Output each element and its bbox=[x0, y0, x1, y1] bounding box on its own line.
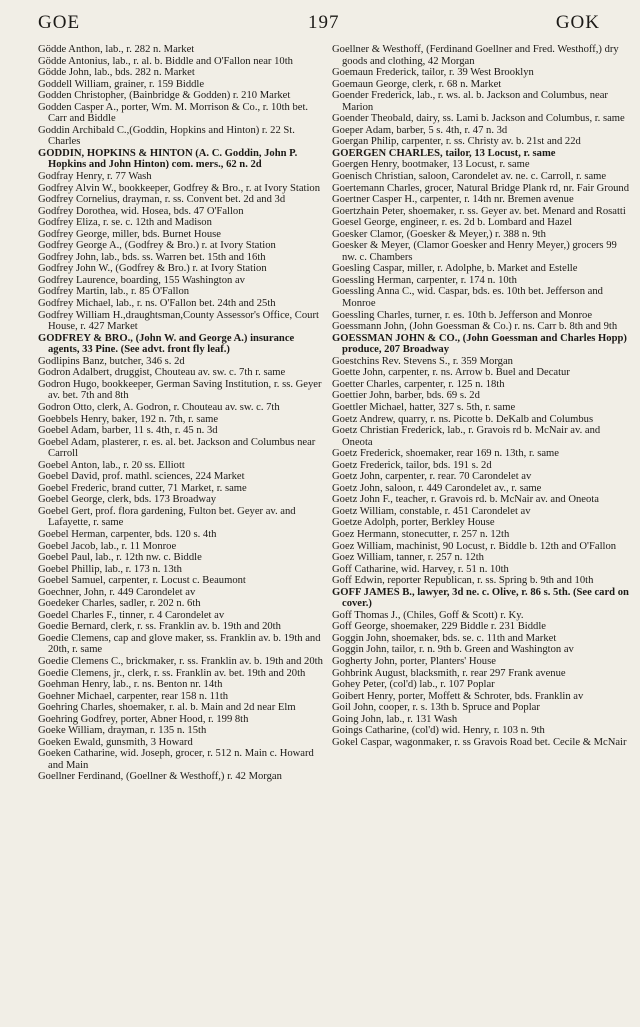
directory-entry: Goenisch Christian, saloon, Carondelet av. ne. c. Carroll, r. same bbox=[332, 171, 607, 183]
directory-entry: Gödde John, lab., bds. 282 n. Market bbox=[38, 67, 195, 79]
directory-entry: Godfrey Cornelius, drayman, r. ss. Convent bet. 2d and 3d bbox=[38, 194, 286, 206]
directory-entry: Goemaun Frederick, tailor, r. 39 West Brooklyn bbox=[332, 67, 534, 79]
directory-entry: Goggin John, shoemaker, bds. se. c. 11th and Market bbox=[332, 632, 557, 644]
directory-entry: Godfray Henry, r. 77 Wash bbox=[38, 171, 152, 183]
directory-entry: Gogherty John, porter, Planters' House bbox=[332, 655, 496, 667]
directory-entry: Godfrey John W., (Godfrey & Bro.) r. at Ivory Station bbox=[38, 263, 267, 275]
directory-entry: Goibert Henry, porter, Moffett & Schroter, bds. Franklin av bbox=[332, 690, 584, 702]
directory-entry: Goedel Charles F., tinner, r. 4 Carondelet av bbox=[38, 609, 225, 621]
directory-entry: Goings Catharine, (col'd) wid. Henry, r. 103 n. 9th bbox=[332, 725, 545, 737]
directory-entry: GODDIN, HOPKINS & HINTON (A. C. Goddin, John P. Hopkins and John Hinton) com. mers., 62 n. 2d bbox=[38, 147, 298, 171]
directory-entry: Goetze Adolph, porter, Berkley House bbox=[332, 517, 495, 529]
directory-entry: Goff Edwin, reporter Republican, r. ss. Spring b. 9th and 10th bbox=[332, 575, 594, 587]
directory-entry: Goggin John, tailor, r. n. 9th b. Green and Washington av bbox=[332, 644, 574, 656]
directory-entry: Goehring Charles, shoemaker, r. al. b. Main and 2d near Elm bbox=[38, 702, 296, 714]
directory-entry: Goender Frederick, lab., r. ws. al. b. Jackson and Columbus, near Marion bbox=[332, 90, 608, 113]
directory-entry: Godron Hugo, bookkeeper, German Saving Institution, r. ss. Geyer av. bet. 7th and 8th bbox=[38, 378, 322, 402]
directory-entry: Goellner & Westhoff, (Ferdinand Goellner and Fred. Westhoff,) dry goods and clothing, 42 Morgan bbox=[332, 44, 619, 67]
directory-entry: Godden Christopher, (Bainbridge & Godden) r. 210 Market bbox=[38, 90, 291, 102]
directory-entry: Goessmann John, (John Goessman & Co.) r. ns. Carr b. 8th and 9th bbox=[332, 321, 618, 333]
running-head-left: GOE bbox=[38, 12, 81, 33]
directory-entry: Goedie Bernard, clerk, r. ss. Franklin av. b. 19th and 20th bbox=[38, 621, 281, 633]
directory-entry: Goergan Philip, carpenter, r. ss. Christy av. b. 21st and 22d bbox=[332, 136, 581, 148]
directory-entry: Godfrey Alvin W., bookkeeper, Godfrey & Bro., r. at Ivory Station bbox=[38, 182, 321, 194]
directory-entry: Goedeker Charles, sadler, r. 202 n. 6th bbox=[38, 598, 201, 610]
directory-entry: Goebel Frederic, brand cutter, 71 Market, r. same bbox=[38, 482, 247, 494]
directory-entry: GOESSMAN JOHN & CO., (John Goessman and Charles Hopp) produce, 207 Broadway bbox=[332, 332, 627, 356]
directory-column-left bbox=[38, 44, 328, 783]
directory-entry: Godron Adalbert, druggist, Chouteau av. sw. c. 7th r. same bbox=[38, 367, 286, 379]
directory-entry: Goez Hermann, stonecutter, r. 257 n. 12th bbox=[332, 528, 510, 540]
directory-entry: Goehner Michael, carpenter, rear 158 n. 11th bbox=[38, 690, 229, 702]
directory-entry: Goehman Henry, lab., r. ns. Benton nr. 14th bbox=[38, 679, 223, 691]
directory-entry: Goender Theobald, dairy, ss. Lami b. Jackson and Columbus, r. same bbox=[332, 113, 625, 125]
directory-entry: Goemaun George, clerk, r. 68 n. Market bbox=[332, 78, 502, 90]
directory-entry: Goellner Ferdinand, (Goellner & Westhoff,) r. 42 Morgan bbox=[38, 771, 282, 783]
directory-entry: Goergen Henry, bootmaker, 13 Locust, r. same bbox=[332, 159, 530, 171]
directory-entry: Goddin Archibald C.,(Goddin, Hopkins and Hinton) r. 22 St. Charles bbox=[38, 124, 295, 148]
directory-entry: Goestchins Rev. Stevens S., r. 359 Morgan bbox=[332, 355, 513, 367]
directory-entry: GOERGEN CHARLES, tailor, 13 Locust, r. same bbox=[332, 147, 556, 159]
directory-entry: Goertner Casper H., carpenter, r. 14th nr. Bremen avenue bbox=[332, 194, 574, 206]
directory-entry: Goebel Samuel, carpenter, r. Locust c. Beaumont bbox=[38, 575, 246, 587]
directory-entry: GODFREY & BRO., (John W. and George A.) insurance agents, 33 Pine. (See advt. front fly leaf.) bbox=[38, 332, 295, 356]
directory-entry: Goedie Clemens, cap and glove maker, ss. Franklin av. b. 19th and 20th, r. same bbox=[38, 632, 321, 656]
directory-entry: Goetz Andrew, quarry, r. ns. Picotte b. DeKalb and Columbus bbox=[332, 413, 594, 425]
directory-entry: Goeke William, drayman, r. 135 n. 15th bbox=[38, 725, 207, 737]
directory-entry: Goetter Charles, carpenter, r. 125 n. 18th bbox=[332, 378, 505, 390]
directory-entry: Goez William, machinist, 90 Locust, r. Biddle b. 12th and O'Fallon bbox=[332, 540, 617, 552]
directory-entry: Goettier John, barber, bds. 69 s. 2d bbox=[332, 390, 480, 402]
directory-entry: Goette John, carpenter, r. ns. Arrow b. Buel and Decatur bbox=[332, 367, 570, 379]
directory-entry: Goesker & Meyer, (Clamor Goesker and Henry Meyer,) grocers 99 nw. c. Chambers bbox=[332, 240, 617, 263]
directory-entry: Goettler Michael, hatter, 327 s. 5th, r. same bbox=[332, 401, 516, 413]
directory-entry: Godfrey George, miller, bds. Burnet House bbox=[38, 228, 221, 240]
directory-entry: Gohey Peter, (col'd) lab., r. 107 Poplar bbox=[332, 679, 495, 691]
directory-entry: Goff Thomas J., (Chiles, Goff & Scott) r. Ky. bbox=[332, 609, 524, 621]
directory-entry: Goetz William, constable, r. 451 Carondelet av bbox=[332, 505, 531, 517]
directory-entry: Godfrey George A., (Godfrey & Bro.) r. at Ivory Station bbox=[38, 240, 276, 252]
directory-entry: Goddell William, grainer, r. 159 Biddle bbox=[38, 78, 205, 90]
directory-entry: Goebel Paul, lab., r. 12th nw. c. Biddle bbox=[38, 552, 202, 564]
directory-entry: Gödde Antonius, lab., r. al. b. Biddle and O'Fallon near 10th bbox=[38, 55, 293, 67]
directory-entry: Goesling Caspar, miller, r. Adolphe, b. Market and Estelle bbox=[332, 263, 578, 275]
directory-entry: Goeken Catharine, wid. Joseph, grocer, r. 512 n. Main c. Howard and Main bbox=[38, 748, 314, 771]
directory-entry: Gokel Caspar, wagonmaker, r. ss Gravois Road bet. Cecile & McNair bbox=[332, 736, 627, 748]
directory-entry: Goetz Christian Frederick, lab., r. Gravois rd b. McNair av. and Oneota bbox=[332, 425, 601, 448]
directory-entry: Goebel Adam, barber, 11 s. 4th, r. 45 n. 3d bbox=[38, 425, 218, 437]
directory-entry: Goebel David, prof. mathl. sciences, 224 Market bbox=[38, 471, 245, 483]
directory-entry: Goetz John, saloon, r. 449 Carondelet av., r. same bbox=[332, 482, 542, 494]
directory-entry: Godfrey Dorothea, wid. Hosea, bds. 47 O'Fallon bbox=[38, 205, 244, 217]
directory-entry: Goetz John F., teacher, r. Gravois rd. b. McNair av. and Oneota bbox=[332, 494, 599, 506]
directory-entry: GOFF JAMES B., lawyer, 3d ne. c. Olive, r. 86 s. 5th. (See card on cover.) bbox=[332, 586, 629, 610]
directory-entry: Godfrey Martin, lab., r. 85 O'Fallon bbox=[38, 286, 190, 298]
directory-entry: Goebel Jacob, lab., r. 11 Monroe bbox=[38, 540, 177, 552]
directory-entry: Goebel Anton, lab., r. 20 ss. Elliott bbox=[38, 459, 185, 471]
directory-entry: Going John, lab., r. 131 Wash bbox=[332, 713, 458, 725]
directory-entry: Goedie Clemens C., brickmaker, r. ss. Franklin av. b. 19th and 20th bbox=[38, 655, 323, 667]
directory-entry: Gohbrink August, blacksmith, r. rear 297 Frank avenue bbox=[332, 667, 566, 679]
directory-entry: Goebbels Henry, baker, 192 n. 7th, r. same bbox=[38, 413, 219, 425]
directory-entry: Godfrey Eliza, r. se. c. 12th and Madison bbox=[38, 217, 212, 229]
directory-entry: Goil John, cooper, r. s. 13th b. Spruce and Poplar bbox=[332, 702, 540, 714]
directory-entry: Godfrey Michael, lab., r. ns. O'Fallon bet. 24th and 25th bbox=[38, 298, 276, 310]
directory-column-right bbox=[332, 44, 630, 748]
directory-entry: Goff George, shoemaker, 229 Biddle r. 231 Biddle bbox=[332, 621, 546, 633]
directory-entry: Goertemann Charles, grocer, Natural Bridge Plank rd, nr. Fair Ground bbox=[332, 182, 630, 194]
directory-entry: Goechner, John, r. 449 Carondelet av bbox=[38, 586, 196, 598]
directory-entry: Goebel Adam, plasterer, r. es. al. bet. Jackson and Columbus near Carroll bbox=[38, 436, 316, 460]
directory-entry: Goez William, tanner, r. 257 n. 12th bbox=[332, 552, 484, 564]
directory-entry: Goesker Clamor, (Goesker & Meyer,) r. 388 n. 9th bbox=[332, 228, 546, 240]
directory-entry: Goertzhain Peter, shoemaker, r. ss. Geyer av. bet. Menard and Rosatti bbox=[332, 205, 626, 217]
directory-entry: Goebel Gert, prof. flora gardening, Fulton bet. Geyer av. and Lafayette, r. same bbox=[38, 505, 296, 529]
directory-entry: Godfrey John, lab., bds. ss. Warren bet. 15th and 16th bbox=[38, 251, 266, 263]
page-number: 197 bbox=[308, 12, 340, 33]
directory-entry: Goetz Frederick, tailor, bds. 191 s. 2d bbox=[332, 459, 492, 471]
directory-entry: Goedie Clemens, jr., clerk, r. ss. Franklin av. bet. 19th and 20th bbox=[38, 667, 306, 679]
page-header bbox=[38, 12, 630, 42]
directory-entry: Goessling Anna C., wid. Caspar, bds. es. 10th bet. Jefferson and Monroe bbox=[332, 286, 603, 310]
directory-entry: Goebel George, clerk, bds. 173 Broadway bbox=[38, 494, 217, 506]
directory-entry: Goeper Adam, barber, 5 s. 4th, r. 47 n. 3d bbox=[332, 124, 508, 136]
directory-entry: Goesel George, engineer, r. es. 2d b. Lombard and Hazel bbox=[332, 217, 573, 229]
directory-entry: Goebel Phillip, lab., r. 173 n. 13th bbox=[38, 563, 182, 575]
directory-entry: Goessling Herman, carpenter, r. 174 n. 10th bbox=[332, 274, 517, 286]
directory-entry: Goessling Charles, turner, r. es. 10th b. Jefferson and Monroe bbox=[332, 309, 593, 321]
directory-entry: Goetz Frederick, shoemaker, rear 169 n. 13th, r. same bbox=[332, 448, 559, 460]
directory-entry: Godlipins Banz, butcher, 346 s. 2d bbox=[38, 355, 185, 367]
directory-entry: Goeken Ewald, gunsmith, 3 Howard bbox=[38, 736, 193, 748]
directory-entry: Goff Catharine, wid. Harvey, r. 51 n. 10th bbox=[332, 563, 509, 575]
directory-entry: Godfrey William H.,draughtsman,County Assessor's Office, Court House, r. 427 Market bbox=[38, 309, 319, 333]
directory-entry: Goehring Godfrey, porter, Abner Hood, r. 199 8th bbox=[38, 713, 249, 725]
directory-entry: Goebel Herman, carpenter, bds. 120 s. 4th bbox=[38, 528, 217, 540]
directory-entry: Godden Casper A., porter, Wm. M. Morrison & Co., r. 10th bet. Carr and Biddle bbox=[38, 101, 309, 125]
running-head-right: GOK bbox=[555, 12, 600, 33]
directory-entry: Godfrey Laurence, boarding, 155 Washington av bbox=[38, 274, 245, 286]
directory-entry: Godron Otto, clerk, A. Godron, r. Chouteau av. sw. c. 7th bbox=[38, 401, 280, 413]
directory-entry: Gödde Anthon, lab., r. 282 n. Market bbox=[38, 44, 195, 55]
directory-entry: Goetz John, carpenter, r. rear. 70 Carondelet av bbox=[332, 471, 532, 483]
